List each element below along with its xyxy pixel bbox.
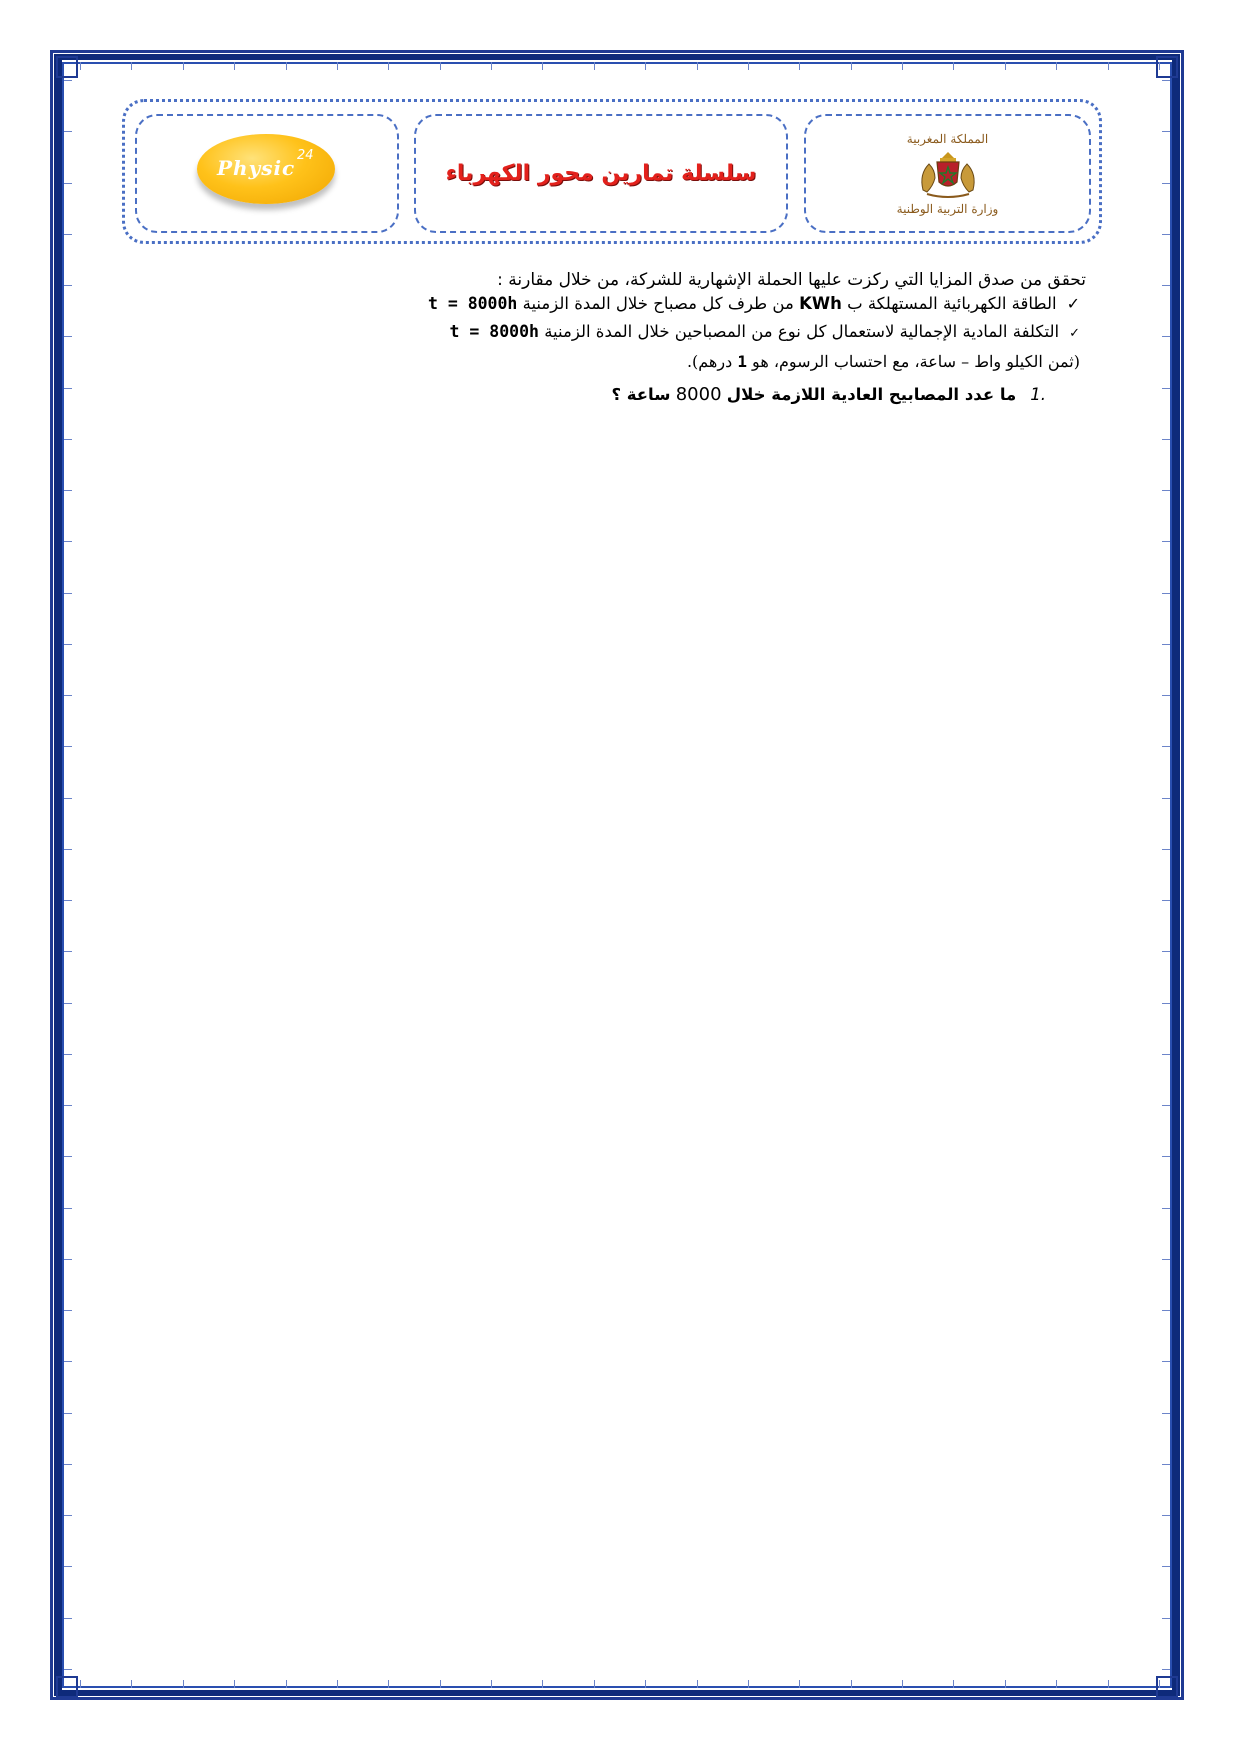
- question-1-value: 8000: [675, 384, 722, 405]
- header-title-cell: [414, 114, 788, 233]
- check-1-unit: KWh: [799, 294, 842, 313]
- emblem-top-text: المملكة المغربية: [906, 131, 989, 146]
- check-item-2: [450, 322, 1080, 342]
- question-1: [611, 384, 1046, 406]
- page-frame-band-right: [1172, 54, 1180, 1696]
- check-2-icon: ✓: [1069, 326, 1080, 341]
- check-item-1: [428, 294, 1080, 314]
- frame-corner-br: [1156, 1676, 1178, 1698]
- check-2-equation: t = 8000h: [449, 322, 539, 341]
- price-note-value: 1: [737, 352, 747, 371]
- price-note: [687, 352, 1080, 371]
- check-1-icon: ✓: [1066, 294, 1080, 313]
- page-frame-band-top: [54, 54, 1180, 60]
- header-emblem-cell: [804, 114, 1091, 233]
- frame-ticks-top: [80, 62, 1160, 70]
- frame-ticks-bottom: [80, 1680, 1160, 1688]
- check-2-text: التكلفة المادية الإجمالية لاستعمال كل نوع من المصباحين خلال المدة الزمنية: [544, 322, 1060, 341]
- question-1-unit: ساعة ؟: [611, 385, 671, 404]
- page-frame-band-bottom: [54, 1690, 1180, 1696]
- price-note-text: (ثمن الكيلو واط – ساعة، مع احتساب الرسوم، هو: [752, 352, 1080, 371]
- check-1-equation: t = 8000h: [427, 294, 518, 313]
- emblem-bottom-text: وزارة التربية الوطنية: [896, 201, 999, 216]
- physic-logo: [197, 134, 337, 214]
- frame-ticks-left: [64, 80, 72, 1670]
- check-1-text: الطاقة الكهربائية المستهلكة ب: [847, 294, 1057, 313]
- frame-corner-bl: [56, 1676, 78, 1698]
- logo-number: 24: [297, 147, 314, 163]
- series-title: سلسلة تمارين محور الكهرباء: [445, 161, 757, 186]
- check-1-text2: من طرف كل مصباح خلال المدة الزمنية: [522, 294, 794, 313]
- price-note-unit: درهم).: [686, 352, 733, 371]
- logo-text: Physic: [217, 155, 296, 180]
- frame-ticks-right: [1162, 80, 1170, 1670]
- header-box: [122, 99, 1102, 244]
- coat-of-arms-icon: [913, 148, 983, 200]
- frame-corner-tl: [56, 56, 78, 78]
- intro-line: [497, 270, 1086, 290]
- kingdom-emblem: [897, 132, 999, 216]
- frame-corner-tr: [1156, 56, 1178, 78]
- question-1-number: 1.: [1030, 385, 1046, 404]
- exercise-content: [160, 270, 1086, 470]
- header-logo-cell: [135, 114, 399, 233]
- page-frame-band-left: [54, 54, 62, 1696]
- intro-text: تحقق من صدق المزايا التي ركزت عليها الحملة الإشهارية للشركة، من خلال مقارنة :: [497, 270, 1086, 290]
- question-1-text: ما عدد المصابيح العادية اللازمة خلال: [726, 385, 1017, 404]
